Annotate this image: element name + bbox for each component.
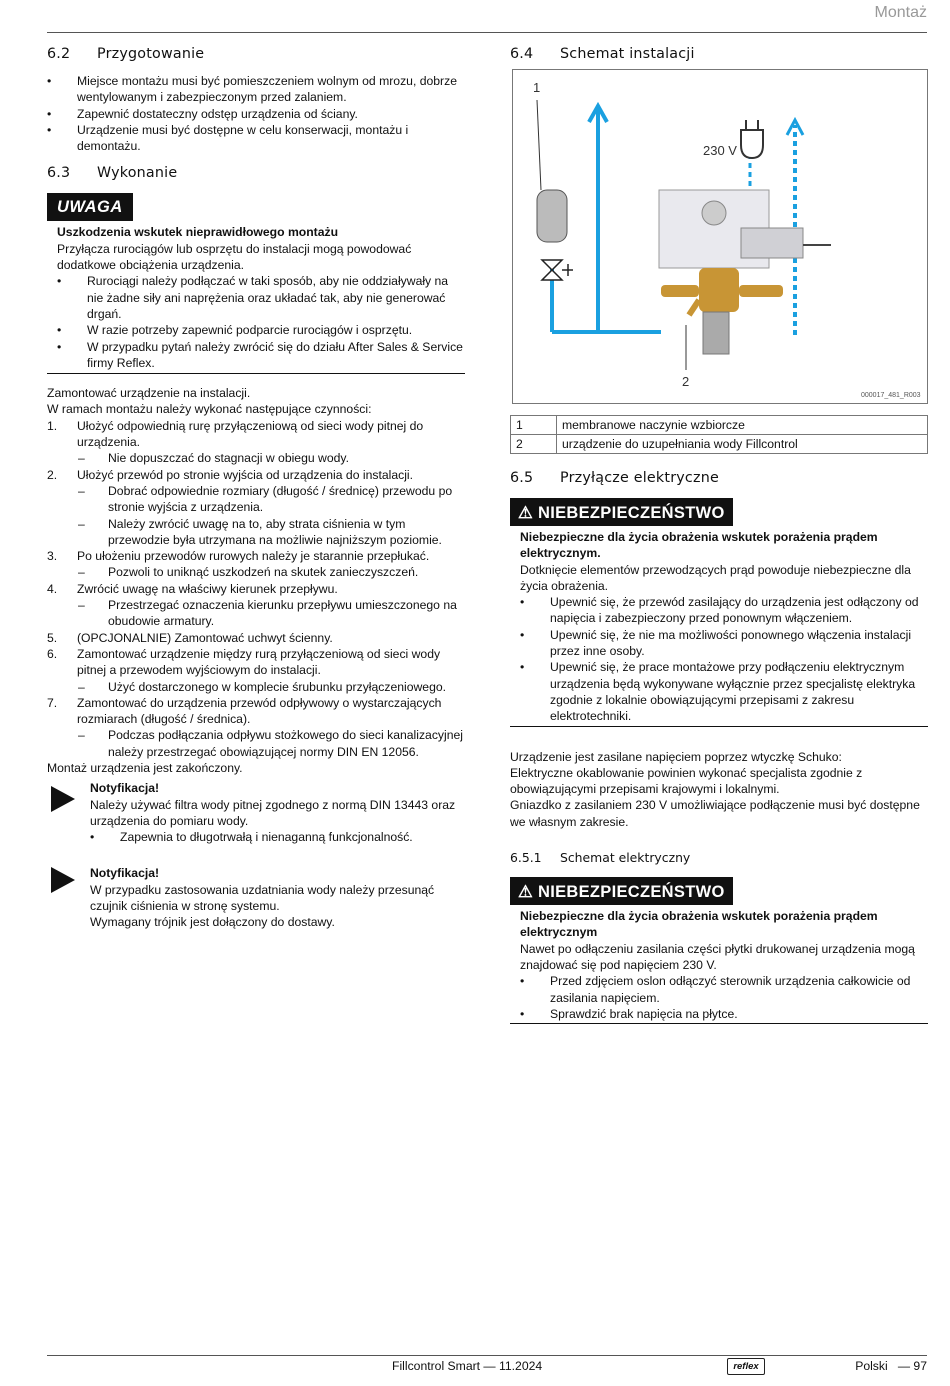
valve-body xyxy=(699,268,739,312)
voltage-label: 230 V xyxy=(703,143,737,158)
sub-step-text: Nie dopuszczać do stagnacji w obiegu wody. xyxy=(108,451,349,466)
step-text: Po ułożeniu przewodów rurowych należy je starannie przepłukać. xyxy=(77,549,430,564)
table-row xyxy=(511,416,928,435)
table-cell: 1 xyxy=(511,416,557,435)
danger-heading: Niebezpieczne dla życia obrażenia wskutek porażenia prądem elektrycznym. xyxy=(520,530,878,561)
step-item xyxy=(47,467,465,483)
step-text: (OPCJONALNIE) Zamontować uchwyt ścienny. xyxy=(77,630,333,645)
table-cell: membranowe naczynie wzbiorcze xyxy=(557,416,928,435)
footer-page-number: Polski — 97 xyxy=(855,1359,927,1373)
paragraph: Gniazdko z zasilaniem 230 V umożliwiające podłączenie musi być dostępne we własnym zakresie. xyxy=(510,798,920,829)
list-item: • Miejsce montażu musi być pomieszczeniem wolnym od mrozu, dobrze wentylowanym i zabezpieczonym przed zalaniem. xyxy=(47,73,465,106)
figure-label-1: 1 xyxy=(533,80,541,95)
sub-step-text: Dobrać odpowiednie rozmiary (długość / średnicę) przewodu po stronie wyjścia z urządzenia. xyxy=(108,483,453,515)
dash-marker: – xyxy=(78,598,85,613)
dash-marker: – xyxy=(78,728,85,743)
sub-step-item xyxy=(47,727,465,760)
danger-heading: Niebezpieczne dla życia obrażenia wskutek porażenia prądem elektrycznym xyxy=(520,909,878,940)
section-6-2-heading: 6.2 Przygotowanie xyxy=(47,46,205,62)
sub-step-text: Podczas podłączania odpływu stożkowego do sieci kanalizacyjnej należy przestrzegać obowiązującej normy DIN EN 12056. xyxy=(108,728,463,759)
note-text: Należy używać filtra wody pitnej zgodnego z normą DIN 13443 oraz urządzenia do pomiaru wody. xyxy=(90,797,456,828)
list-item: • W razie potrzeby zapewnić podparcie rurociągów i osprzętu. xyxy=(57,322,465,338)
completion-text: Montaż urządzenia jest zakończony. xyxy=(47,760,243,775)
list-item: • Upewnić się, że przewód zasilający do urządzenia jest odłączony od napięcia i zabezpieczony przed ponownym włączeniem. xyxy=(520,594,928,627)
note-1 xyxy=(47,780,465,845)
sub-step-item xyxy=(47,516,465,549)
caution-badge: UWAGA xyxy=(47,193,133,221)
step-item xyxy=(47,548,465,564)
note-arrow-icon xyxy=(51,867,75,893)
caution-text: Przyłącza rurociągów lub osprzętu do instalacji mogą powodować dodatkowe obciążenia urządzenia. xyxy=(57,241,412,273)
step-item xyxy=(47,646,465,679)
step-number: 4. xyxy=(47,581,58,596)
intro-text: W ramach montażu należy wykonać następujące czynności: xyxy=(47,402,372,417)
footer-rule xyxy=(47,1355,927,1356)
sub-step-text: Należy zwrócić uwagę na to, aby strata ciśnienia w tym przewodzie była utrzymana na możliwie najniższym poziomie. xyxy=(108,516,442,547)
list-item: • W przypadku pytań należy zwrócić się do działu After Sales & Service firmy Reflex. xyxy=(57,339,465,372)
step-number: 3. xyxy=(47,549,58,564)
note-arrow-icon xyxy=(51,786,75,812)
sub-step-item xyxy=(47,564,465,580)
steps-list xyxy=(47,418,465,760)
step-number: 5. xyxy=(47,630,58,645)
sub-step-text: Użyć dostarczonego w komplecie śrubunku przyłączeniowego. xyxy=(108,679,447,694)
figure-label-2: 2 xyxy=(682,374,690,389)
danger-text: Dotknięcie elementów przewodzących prąd powoduje niebezpieczne dla życia obrażenia. xyxy=(520,562,911,593)
step-item xyxy=(47,581,465,597)
intro-text: Zamontować urządzenie na instalacji. xyxy=(47,386,251,401)
installation-diagram-svg xyxy=(513,70,927,403)
dash-marker: – xyxy=(78,516,85,531)
step-text: Ułożyć przewód po stronie wyjścia od urządzenia do instalacji. xyxy=(77,467,413,482)
drain-funnel xyxy=(703,312,729,354)
step-number: 6. xyxy=(47,646,58,661)
list-item: • Urządzenie musi być dostępne w celu konserwacji, montażu i demontażu. xyxy=(47,122,465,155)
dash-marker: – xyxy=(78,565,85,580)
valve-icon xyxy=(542,260,562,280)
step-item xyxy=(47,418,465,451)
danger-badge: ⚠ NIEBEZPIECZEŃSTWO xyxy=(510,877,733,905)
sub-step-item xyxy=(47,597,465,630)
note-title: Notyfikacja! xyxy=(90,866,160,881)
table-cell: 2 xyxy=(511,435,557,454)
display-icon xyxy=(702,201,726,225)
danger-box xyxy=(510,877,928,1024)
step-text: Zamontować urządzenie między rurą przyłączeniową od sieci wody pitnej a przewodem wyjściowym do instalacji. xyxy=(77,646,441,678)
step-text: Zamontować do urządzenia przewód odpływowy o wystarczających rozmiarach (długość / średnica). xyxy=(77,695,442,727)
list-item: • Rurociągi należy podłączać w taki sposób, aby nie oddziaływały na nie żadne siły ani naprężenia oraz układać tak, aby nie generować drgań. xyxy=(57,273,465,322)
step-number: 1. xyxy=(47,418,58,433)
note-title: Notyfikacja! xyxy=(90,781,160,796)
sub-step-item xyxy=(47,450,465,466)
step-item xyxy=(47,630,465,646)
table-cell: urządzenie do uzupełniania wody Fillcontrol xyxy=(557,435,928,454)
sub-step-item xyxy=(47,679,465,695)
list-item: • Sprawdzić brak napięcia na płytce. xyxy=(520,1006,928,1022)
step-text: Ułożyć odpowiednią rurę przyłączeniową od sieci wody pitnej do urządzenia. xyxy=(77,418,424,450)
header-rule xyxy=(47,32,927,33)
plug-icon xyxy=(741,120,763,158)
caution-box xyxy=(47,193,465,374)
note-text: W przypadku zastosowania uzdatniania wody należy przesunąć czujnik ciśnienia w stronę systemu. xyxy=(90,882,435,914)
section-6-3-heading: 6.3 Wykonanie xyxy=(47,165,178,182)
list-item: • Upewnić się, że nie ma możliwości ponownego włączenia instalacji przez inne osoby. xyxy=(520,627,928,660)
caution-heading: Uszkodzenia wskutek nieprawidłowego montażu xyxy=(57,225,339,240)
list-item: • Upewnić się, że prace montażowe przy podłączeniu elektrycznym urządzenia będą wykonywane wyłącznie przez specjalistę elektryka zgodnie z lokalnie obowiązującymi przepisami z zakresu elektrotechniki. xyxy=(520,659,928,724)
paragraph: Elektryczne okablowanie powinien wykonać specjalista zgodnie z obowiązującymi przepisami krajowymi i lokalnymi. xyxy=(510,765,863,797)
outlet-fitting xyxy=(739,285,783,297)
warning-triangle-icon: ⚠ xyxy=(518,883,534,902)
legend-table xyxy=(510,415,928,454)
step-number: 7. xyxy=(47,695,58,710)
step-number: 2. xyxy=(47,467,58,482)
sub-step-text: Przestrzegać oznaczenia kierunku przepływu umieszczonego na obudowie armatury. xyxy=(108,598,457,629)
dash-marker: – xyxy=(78,451,85,466)
step-item xyxy=(47,695,465,728)
note-text: Wymagany trójnik jest dołączony do dostawy. xyxy=(90,915,335,930)
footer-product: Fillcontrol Smart — 11.2024 xyxy=(392,1359,543,1373)
step-text: Zwrócić uwagę na właściwy kierunek przepływu. xyxy=(77,581,338,596)
section-6-5-1-heading: 6.5.1 Schemat elektryczny xyxy=(510,850,691,866)
danger-box xyxy=(510,498,928,727)
list-item: • Zapewnić dostateczny odstęp urządzenia od ściany. xyxy=(47,106,465,122)
list-item: • Zapewnia to długotrwałą i nienaganną funkcjonalność. xyxy=(90,829,465,845)
dash-marker: – xyxy=(78,679,85,694)
right-column xyxy=(510,46,928,1021)
paragraph: Urządzenie jest zasilane napięciem poprzez wtyczkę Schuko: xyxy=(510,749,842,764)
expansion-vessel xyxy=(537,190,567,242)
section-6-4-heading: 6.4 Schemat instalacji xyxy=(510,46,695,62)
running-header: Montaż xyxy=(874,4,927,21)
sub-step-text: Pozwoli to uniknąć uszkodzeń na skutek zanieczyszczeń. xyxy=(108,565,419,580)
installation-diagram xyxy=(512,69,928,404)
table-row xyxy=(511,435,928,454)
figure-code: 000017_481_R003 xyxy=(861,392,921,399)
section-6-5-heading: 6.5 Przyłącze elektryczne xyxy=(510,470,719,486)
note-2 xyxy=(47,865,465,930)
danger-text: Nawet po odłączeniu zasilania części płytki drukowanej urządzenia mogą znajdować się pod napięciem 230 V. xyxy=(520,941,915,972)
left-column xyxy=(47,46,465,931)
inlet-fitting xyxy=(661,285,699,297)
sub-step-item xyxy=(47,483,465,516)
list-item: • Przed zdjęciem oslon odłączyć sterownik urządzenia całkowicie od zasilania napięciem. xyxy=(520,973,928,1006)
danger-badge: ⚠ NIEBEZPIECZEŃSTWO xyxy=(510,498,733,526)
reflex-logo: reflex xyxy=(727,1358,765,1375)
warning-triangle-icon: ⚠ xyxy=(518,504,534,522)
dash-marker: – xyxy=(78,483,85,498)
